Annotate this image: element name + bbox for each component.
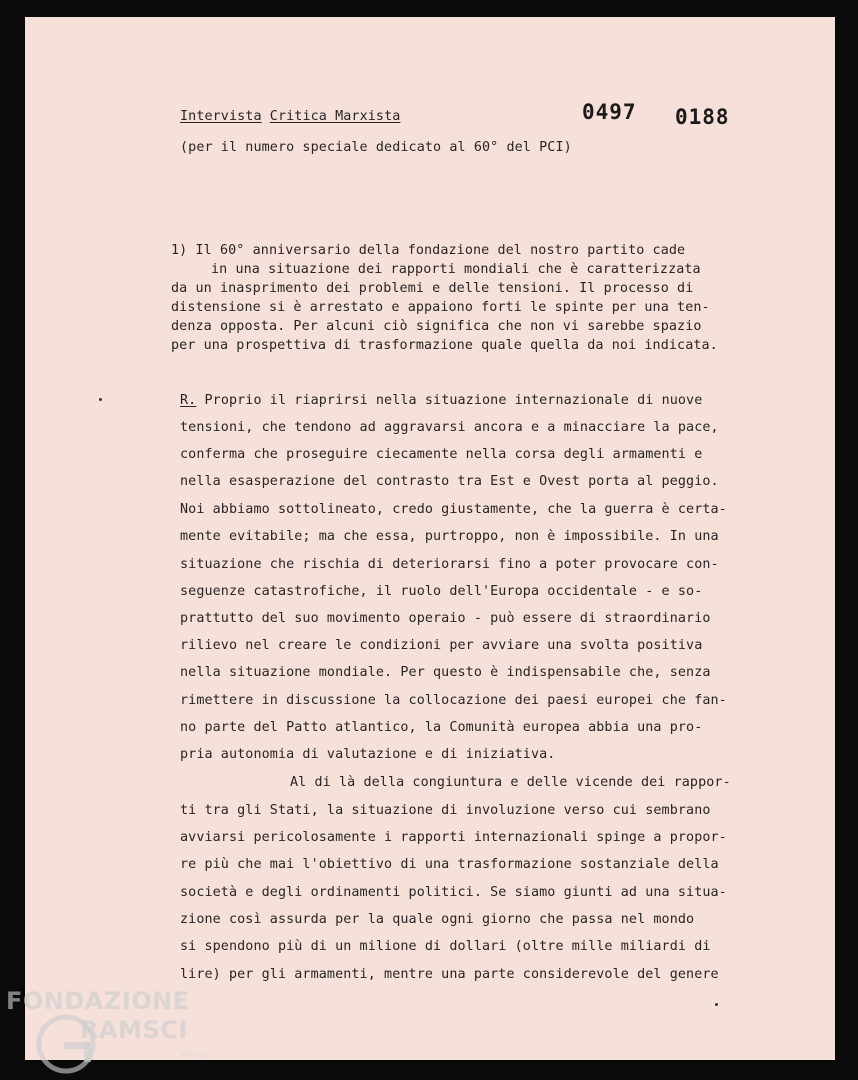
archive-number-left: 0497 xyxy=(582,100,637,124)
question-line: denza opposta. Per alcuni ciò significa che non vi sarebbe spazio xyxy=(171,319,702,334)
answer-line: rilievo nel creare le condizioni per avviare una svolta positiva xyxy=(180,638,703,653)
ink-dot xyxy=(99,398,102,401)
question-line: 1) Il 60° anniversario della fondazione del nostro partito cade xyxy=(171,243,686,258)
answer-line: tensioni, che tendono ad aggravarsi ancora e a minacciare la pace, xyxy=(180,420,719,435)
answer-line: pria autonomia di valutazione e di iniziativa. xyxy=(180,747,556,762)
question-line: distensione si è arrestato e appaiono forti le spinte per una ten- xyxy=(171,300,710,315)
ink-dot xyxy=(715,1003,718,1006)
paragraph-line: si spendono più di un milione di dollari (oltre mille miliardi di xyxy=(180,939,711,954)
paragraph-line: Al di là della congiuntura e delle vicende dei rappor- xyxy=(290,775,731,790)
watermark-sub: onlus xyxy=(182,1050,209,1059)
answer-line: mente evitabile; ma che essa, purtroppo, non è impossibile. In una xyxy=(180,529,719,544)
watermark-line2: RAMSCI xyxy=(80,1016,188,1044)
answer-line: Noi abbiamo sottolineato, credo giustamente, che la guerra è certa- xyxy=(180,502,727,517)
answer-line: seguenze catastrofiche, il ruolo dell'Europa occidentale - e so- xyxy=(180,584,703,599)
document-subtitle: (per il numero speciale dedicato al 60° del PCI) xyxy=(180,140,572,155)
title-critica-marxista: Critica Marxista xyxy=(269,109,401,124)
watermark xyxy=(6,984,221,1079)
document-page xyxy=(25,17,835,1060)
archive-number-right: 0188 xyxy=(675,105,730,129)
watermark-line1: FONDAZIONE xyxy=(6,987,190,1015)
paragraph-line: zione così assurda per la quale ogni giorno che passa nel mondo xyxy=(180,912,695,927)
answer-line: no parte del Patto atlantico, la Comunità europea abbia una pro- xyxy=(180,720,703,735)
answer-first-line xyxy=(180,393,702,408)
question-line: da un inasprimento dei problemi e delle tensioni. Il processo di xyxy=(171,281,694,296)
answer-line: conferma che proseguire ciecamente nella corsa degli armamenti e xyxy=(180,447,703,462)
question-line: per una prospettiva di trasformazione quale quella da noi indicata. xyxy=(171,338,718,353)
document-title xyxy=(180,109,400,124)
paragraph-line: lire) per gli armamenti, mentre una parte considerevole del genere xyxy=(180,967,719,982)
title-word-intervista: Intervista xyxy=(180,109,262,124)
answer-first-text: Proprio il riaprirsi nella situazione internazionale di nuove xyxy=(204,393,703,408)
paragraph-line: società e degli ordinamenti politici. Se siamo giunti ad una situa- xyxy=(180,885,727,900)
answer-line: prattutto del suo movimento operaio - può essere di straordinario xyxy=(180,611,711,626)
answer-line: nella esasperazione del contrasto tra Est e Ovest porta al peggio. xyxy=(180,474,719,489)
question-line: in una situazione dei rapporti mondiali che è caratterizzata xyxy=(211,262,701,277)
paragraph-line: re più che mai l'obiettivo di una trasformazione sostanziale della xyxy=(180,857,719,872)
answer-line: nella situazione mondiale. Per questo è indispensabile che, senza xyxy=(180,665,711,680)
paragraph-line: ti tra gli Stati, la situazione di involuzione verso cui sembrano xyxy=(180,803,711,818)
answer-line: situazione che rischia di deteriorarsi fino a poter provocare con- xyxy=(180,557,719,572)
answer-marker: R. xyxy=(180,393,197,408)
paragraph-line: avviarsi pericolosamente i rapporti internazionali spinge a propor- xyxy=(180,830,727,845)
answer-line: rimettere in discussione la collocazione dei paesi europei che fan- xyxy=(180,693,727,708)
